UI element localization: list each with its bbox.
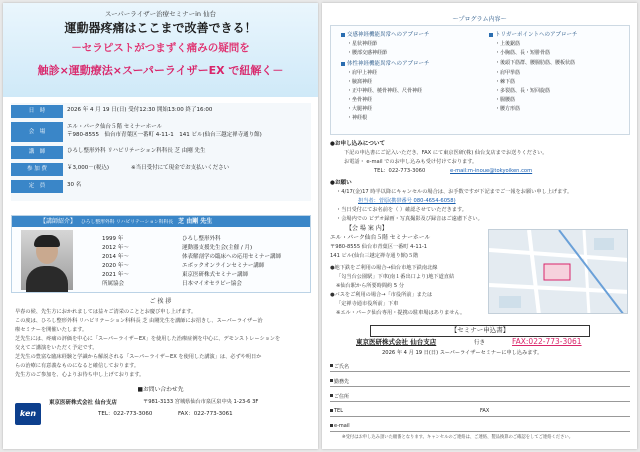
program-item: ・小胸筋、長・短腓骨筋: [495, 50, 551, 56]
info-row-fee: [11, 163, 311, 176]
info-row-capacity: [11, 180, 311, 193]
info-value: エル・パーク仙台５階 セミナーホール: [67, 124, 163, 130]
program-box: [330, 25, 630, 135]
apply-line: 下記の申込書にご記入いただき、FAX にて東京医研(株) 仙台支店までお送りください。: [344, 150, 548, 156]
hero-subtitle: スーパーライザー治療セミナーin 仙台: [104, 10, 217, 18]
info-label: 講 師: [11, 146, 63, 159]
contact-company: 東京医研株式会社 仙台支店: [49, 400, 117, 406]
profile-heading: 【講師紹介】: [40, 218, 77, 225]
form-title-box: [370, 325, 590, 337]
career-year: 1999 年: [102, 236, 124, 242]
form-row-name[interactable]: [330, 361, 630, 372]
hero-tagline-2: 触診×運動療法×スーパーライザーEX で紐解く－: [37, 64, 284, 77]
form-row-tel-fax[interactable]: [330, 406, 630, 417]
greeting-line: 早春の候、先生方におかれましては益々ご清栄のこととお慶び申し上げます。: [15, 309, 197, 315]
info-row-lecturer: [11, 146, 311, 159]
program-item: ・星状神経節: [347, 41, 378, 47]
info-value: 〒980-8555 仙台市青葉区一番町 4-11-1 141 ビル(仙台三越定禅寺通り館): [67, 132, 262, 138]
access-line: 「定禅寺通市役所前」下車: [336, 301, 399, 307]
career-event: 東京医研株式セミナー講師: [182, 272, 249, 278]
access-line: ●バスをご利用の場合→「市役所前」または: [330, 292, 433, 298]
venue-title: 【会 場 案 内】: [346, 225, 388, 232]
program-title: ～プログラム内容～: [452, 16, 507, 23]
form-label: ご氏名: [334, 364, 350, 370]
career-event: エボックオンラインセミナー講師: [182, 263, 265, 269]
program-item: ・神経根: [347, 115, 368, 121]
lecturer-photo: [21, 230, 73, 290]
access-line: ●地下鉄をご利用の場合→仙台市地下鉄南北線: [330, 265, 438, 271]
form-row-email[interactable]: [330, 421, 630, 432]
program-item: ・坐骨神経: [347, 97, 373, 103]
apply-email-link[interactable]: e-mail:m-inoue@tokyoiken.com: [450, 168, 533, 174]
form-label: e-mail: [334, 423, 350, 429]
info-label: 定 員: [11, 180, 63, 193]
info-value: ひろし整形外科 リハビリテーション科科長 芝 由剛 先生: [67, 148, 206, 154]
career-event: 日本マイオセラピー協会: [182, 281, 242, 287]
program-item: ・大腿神経: [347, 106, 373, 112]
request-line: ・4/17(金)17 時半以降にキャンセルの場合は、お手数ですが下記までご一報をお願い申し上げます。: [336, 189, 573, 195]
right-page: [322, 3, 637, 449]
venue-address: 141 ビル(仙台三越定禅寺通り館)５階: [330, 253, 419, 259]
greeting-line: らの治療に有意義なものになると確信しております。: [15, 363, 140, 369]
career-year: 2014 年～: [102, 254, 129, 260]
left-page: [3, 3, 318, 449]
lecturer-name: 芝 由剛 先生: [178, 218, 213, 225]
row-marker-icon: [330, 364, 333, 367]
info-row-venue: [11, 122, 311, 142]
career-event: 運動器支援先生会(主催 / 月): [182, 245, 253, 251]
row-marker-icon: [330, 394, 333, 397]
greeting-line: 先生方のご参加を、心よりお待ち申し上げております。: [15, 372, 145, 378]
program-item: ・腰部交感神経節: [347, 50, 388, 56]
request-contact: 担当者：菅原(携帯番号 080-4654-6058): [358, 198, 456, 204]
venue-map: [488, 229, 628, 314]
profile-header: [12, 216, 310, 227]
map-graphic: [489, 230, 628, 314]
company-logo: [15, 403, 41, 425]
info-value: ￥3,000－(税込) ※当日受付にて現金でお支払いください: [67, 165, 230, 171]
program-heading: トリガーポイントへのアプローチ: [489, 32, 577, 38]
program-item: ・腋窩神経: [347, 79, 373, 85]
career-year: 2012 年～: [102, 245, 129, 251]
access-line: 「勾当台公園駅」下車(南１番出口より)地下道直結: [336, 274, 455, 280]
program-item: ・上後鋸筋: [495, 41, 521, 47]
greeting-line: 交えてご講演をいただく予定です。: [15, 345, 98, 351]
form-to: 行き: [474, 340, 486, 346]
greeting-line: この度は、ひろし整形外科 リハビリテーション科科長 芝 由剛先生を講師にお招きし、スーパーライザー治: [15, 318, 263, 324]
request-title: ●お願い: [330, 180, 352, 186]
info-label: 日 時: [11, 105, 63, 118]
apply-line: お電話・ e-mail でのお申し込みも受け付けております。: [344, 159, 478, 165]
hero-title: 運動器疼痛はここまで改善できる！: [64, 21, 257, 35]
profile-affiliation: ひろし整形外科 リハビリテーション科科長: [80, 220, 174, 225]
program-item: ・多裂筋、長・短回旋筋: [495, 88, 551, 94]
program-item: ・棘下筋: [495, 79, 516, 85]
info-label: 参 加 費: [11, 163, 63, 176]
bullet-square-icon: [489, 33, 493, 37]
row-marker-icon: [330, 409, 333, 412]
form-company: 東京医研株式会社 仙台支店: [356, 338, 437, 346]
request-line: ・当日受付にてお名前を（ ）確認させていただきます。: [336, 207, 467, 213]
program-item: ・後頭下筋群、腰腸肋筋、腰板状筋: [495, 60, 576, 66]
program-item: ・正中神経、橈骨神経、尺骨神経: [347, 88, 423, 94]
access-line: ※エル・パーク仙台専用・提携の駐車場はありません。: [336, 310, 466, 316]
form-label: ご住所: [334, 394, 350, 400]
program-item: ・肩甲挙筋: [495, 70, 521, 76]
info-label: 会 場: [11, 122, 63, 142]
form-label-fax: FAX: [480, 408, 490, 414]
logo-text: ken: [19, 409, 37, 418]
program-item: ・腸腰筋: [495, 97, 516, 103]
info-value: 30 名: [67, 182, 82, 188]
bullet-square-icon: [341, 33, 345, 37]
form-label: 勤務先: [334, 379, 350, 385]
row-marker-icon: [330, 379, 333, 382]
apply-title: ●お申し込みについて: [330, 141, 386, 147]
bullet-square-icon: [341, 62, 345, 66]
program-item: ・腰方形筋: [495, 106, 521, 112]
lecturer-profile: [11, 215, 311, 293]
info-row-date: [11, 105, 311, 118]
access-line: ※仙台駅から所要時間約 5 分: [336, 283, 405, 289]
greeting-line: 芝先生には、疼痛の評価を中心に「スーパーライザーEX」を使用した治療症例を中心に、デモンストレーションを: [15, 336, 281, 342]
request-line: ・会場内での ビデオ録画・写真撮影及び録音はご遠慮下さい。: [336, 216, 483, 222]
contact-title: ■お問い合わせ先: [137, 387, 184, 393]
greeting-title: ご 挨 拶: [149, 298, 172, 305]
program-heading: 体性神経機能異常へのアプローチ: [341, 61, 430, 67]
contact-tel: TEL：022-773-3060: [98, 411, 153, 417]
career-year: 2020 年～: [102, 263, 129, 269]
career-year: 2021 年～: [102, 272, 129, 278]
hero-banner: [3, 3, 318, 97]
contact-fax: FAX：022-773-3061: [178, 411, 233, 417]
row-marker-icon: [330, 424, 333, 427]
form-fax-number: FAX:022-773-3061: [512, 337, 582, 346]
contact-address: 〒981-3133 宮城県仙台市泉区泉中央 1-23-6 3F: [143, 399, 259, 405]
program-item: ・肩甲上神経: [347, 70, 378, 76]
hero-tagline-1: －セラピストがつまずく痛みの疑問を: [71, 42, 250, 54]
apply-tel: TEL：022-773-3060: [374, 168, 426, 174]
career-event: 体表解剖学の臨床への応用セミナー講師: [182, 254, 282, 260]
form-event-line: 2026 年 4 月 19 日(日) スーパーライザーセミナーに申し込みます。: [382, 350, 543, 356]
form-heading: 【セミナー申込書】: [450, 326, 510, 334]
info-value: 2026 年 4 月 19 日(日) 受付12:30 開始13:00 終了16:00: [67, 107, 213, 113]
form-row-workplace[interactable]: [330, 376, 630, 387]
greeting-line: 療セミナーを開催いたします。: [15, 327, 88, 333]
form-row-address[interactable]: [330, 391, 630, 402]
venue-name: エル・パーク仙台５階 セミナーホール: [330, 235, 431, 241]
greeting-line: 芝先生の豊富な臨床経験と学識から解説される「スーパーライザーEX を使用した講演」は、必ずや明日か: [15, 354, 262, 360]
form-footnote: ※受付はお申し込み頂いた順番となります。キャンセルのご連絡は、ご連絡、製品換算のご確認をしてご連絡ください。: [342, 435, 573, 440]
venue-address: 〒980-8555 仙台市青葉区一番町 4-11-1: [330, 244, 428, 250]
form-label: TEL: [334, 408, 343, 414]
career-year: 所属協会: [102, 281, 125, 287]
career-event: ひろし整形外科: [182, 236, 221, 242]
program-heading: 交感神経機能異常へのアプローチ: [341, 32, 430, 38]
